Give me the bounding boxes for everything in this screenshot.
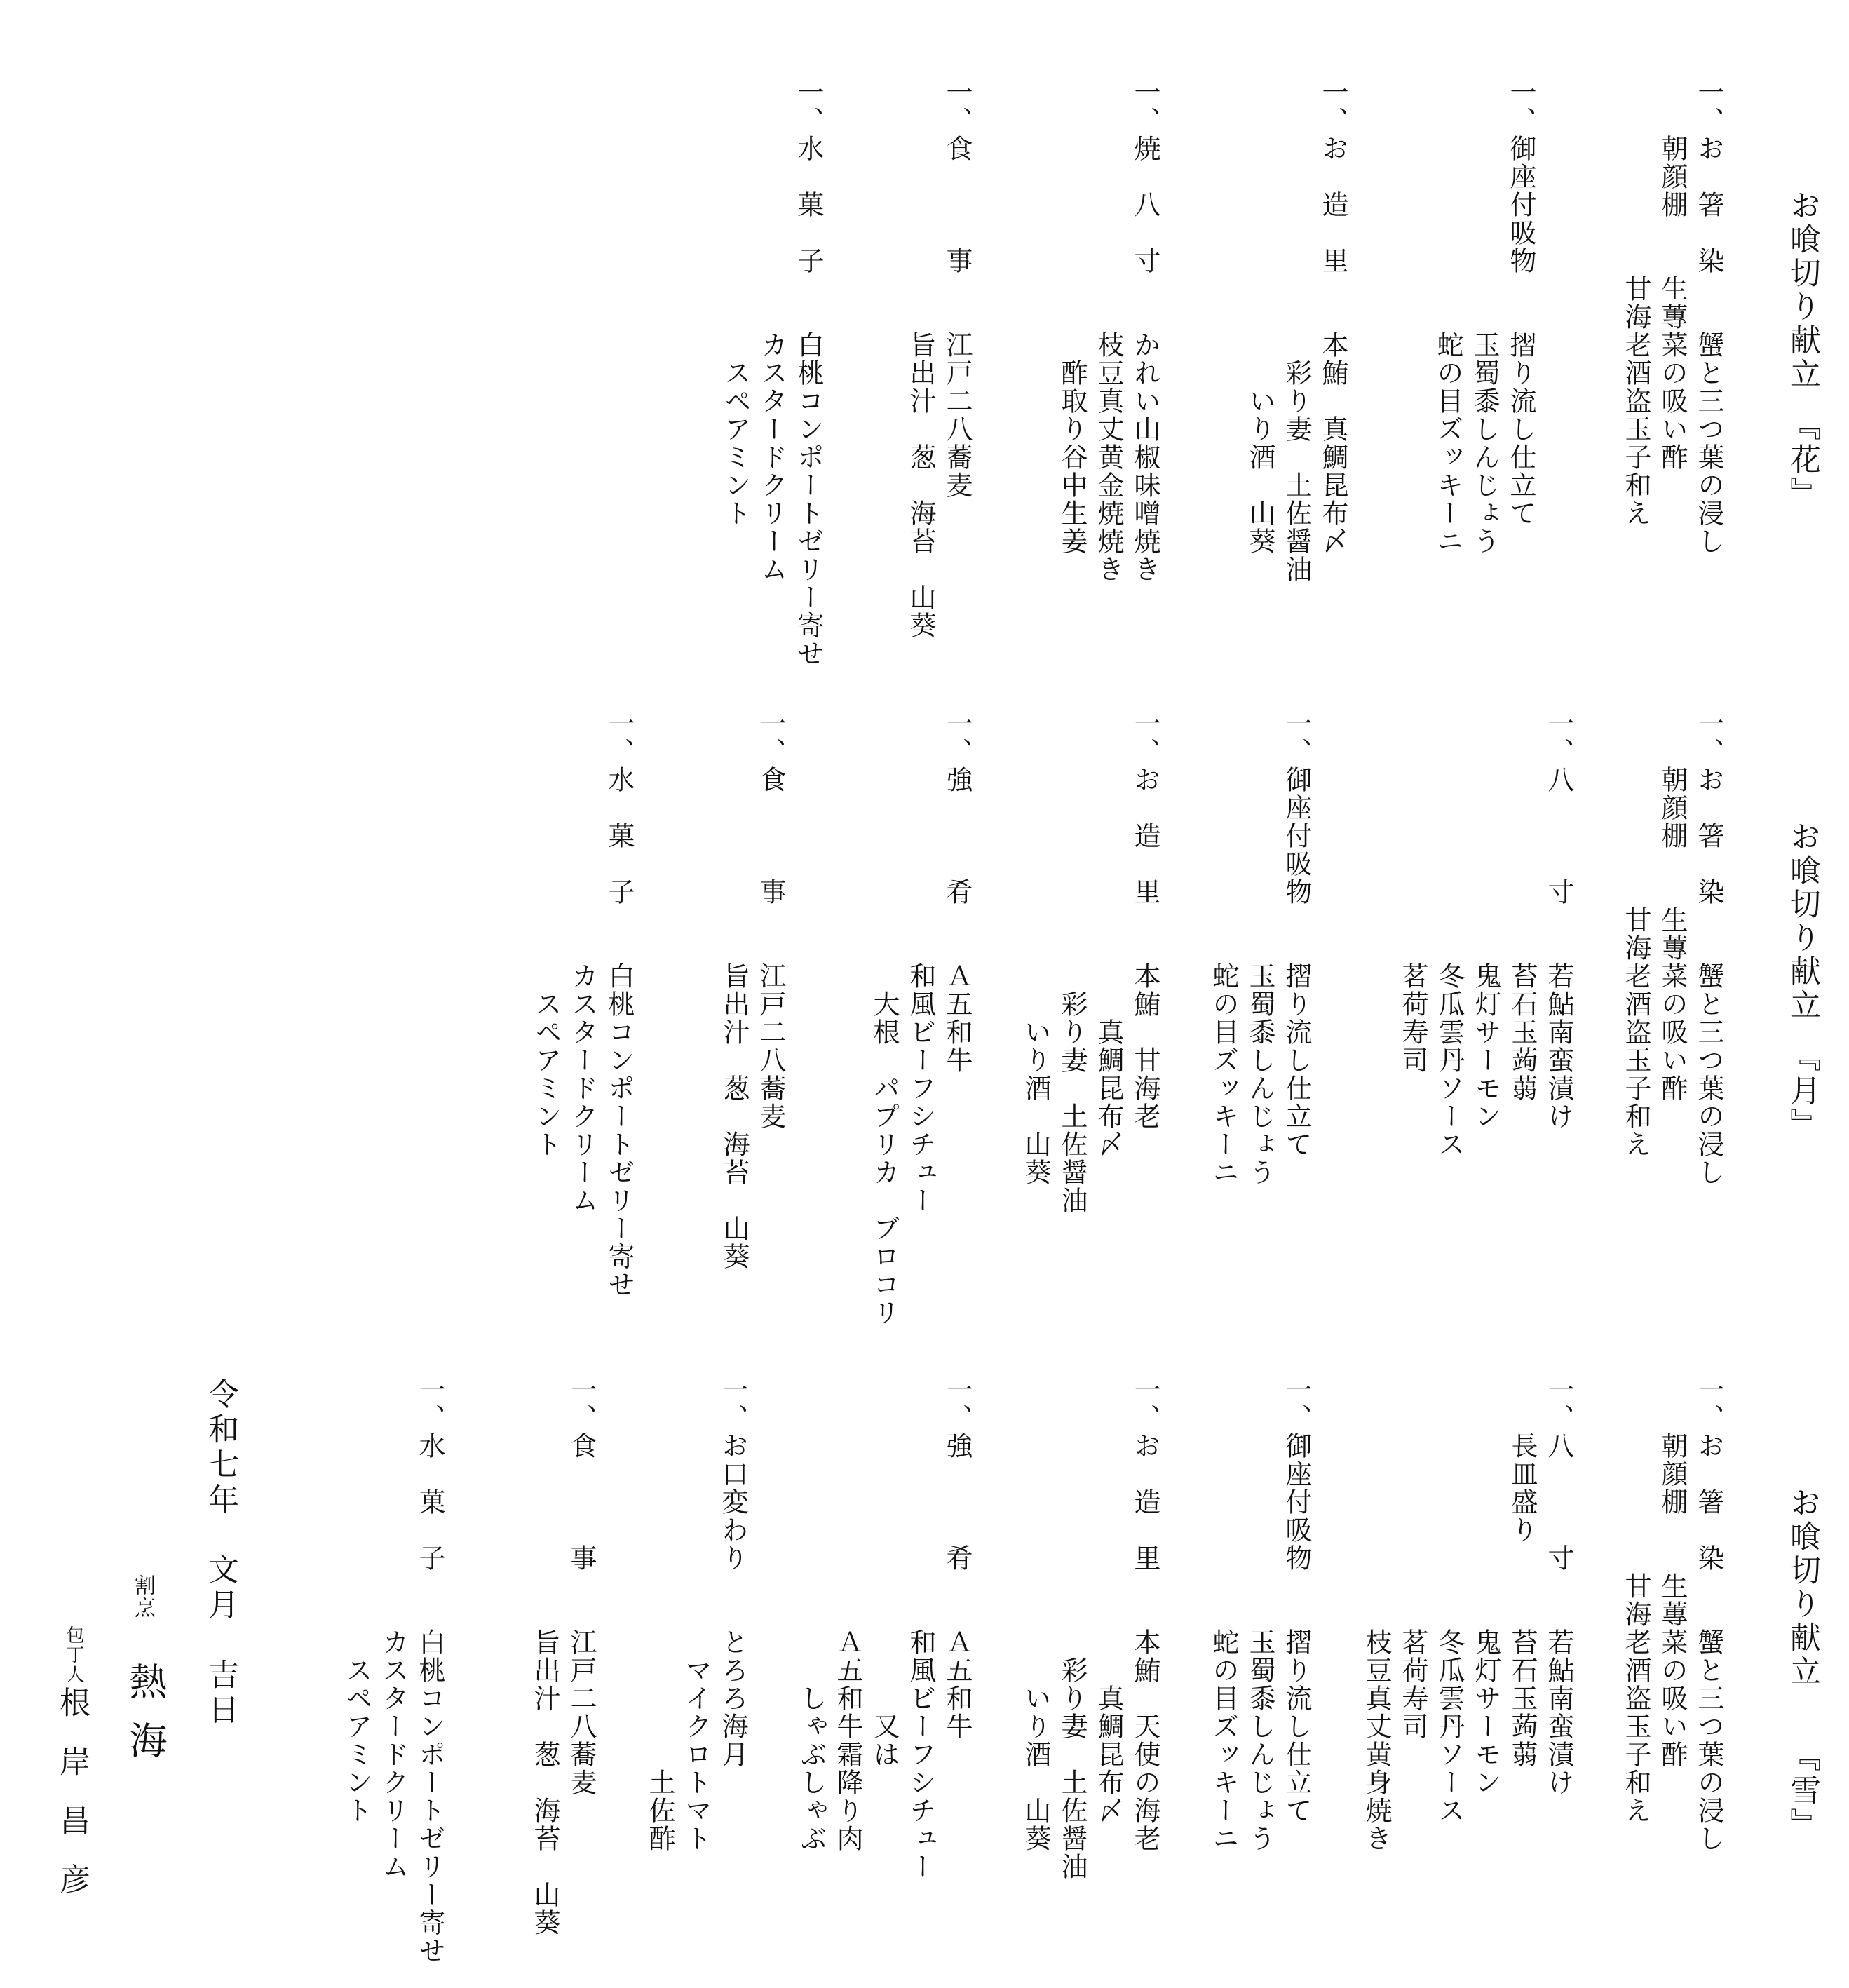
menu-line: 大根 パプリカ ブロコリ [869, 710, 900, 1327]
menu-line: 真鯛昆布〆 [1093, 710, 1124, 1158]
menu-title: お喰切り献立 『月』 [1784, 820, 1820, 1142]
menu-line: 茗荷寿司 [1397, 710, 1428, 1074]
menu-line: 一、お口変わり とろろ海月 [717, 1376, 748, 1769]
menu-line: 甘海老酒盗玉子和え [1620, 710, 1651, 1158]
menu-line: 枝豆真丈黄身焼き [1361, 1376, 1392, 1853]
menu-line: 土佐酢 [644, 1376, 675, 1853]
menu-line: Ａ五和牛霜降り肉 [832, 1376, 863, 1853]
menu-line: いり酒 山葵 [1020, 710, 1051, 1186]
menu-line: カスタードクリーム [378, 1376, 409, 1881]
menu-line: 一、水 菓 子 白桃コンポートゼリー寄せ [604, 710, 635, 1299]
menu-line: 一、御座付吸物 摺り流し仕立て [1281, 710, 1312, 1158]
menu-line: 一、八 寸 若鮎南蛮漬け [1543, 710, 1574, 1130]
menu-line: 一、水 菓 子 白桃コンポートゼリー寄せ [793, 79, 824, 668]
menu-line: 朝顔棚 生蓴菜の吸い酢 [1657, 710, 1688, 1102]
menu-line: 又は [869, 1376, 900, 1769]
menu-line: 蛇の目ズッキーニ [1433, 79, 1463, 555]
menu-line: 鬼灯サーモン [1470, 1376, 1501, 1797]
menu-line: 一、お 箸 染 蟹と三つ葉の浸し [1693, 1376, 1724, 1853]
menu-title: お喰切り献立 『雪』 [1784, 1487, 1820, 1841]
menu-line: 一、強 肴 Ａ五和牛 [942, 710, 973, 1074]
date-line: 令和七年 文月 吉日 [203, 1378, 238, 1729]
menu-line: 一、強 肴 Ａ五和牛 [942, 1376, 973, 1740]
menu-line: カスタードクリーム [757, 79, 787, 583]
menu-line: 冬瓜雲丹ソース [1434, 1376, 1465, 1825]
menu-line: 一、八 寸 若鮎南蛮漬け [1543, 1376, 1574, 1797]
menu-line: いり酒 山葵 [1245, 79, 1275, 555]
menu-line: 和風ビーフシチュー [905, 1376, 936, 1881]
menu-line: 旨出汁 葱 海苔 山葵 [905, 79, 936, 640]
menu-line: 玉蜀黍しんじょう [1469, 79, 1500, 555]
menu-line: 一、御座付吸物 摺り流し仕立て [1281, 1376, 1312, 1825]
menu-line: 旨出汁 葱 海苔 山葵 [719, 710, 750, 1271]
menu-line: いり酒 山葵 [1020, 1376, 1051, 1853]
chef-prefix: 包丁人 [63, 1625, 84, 1684]
menu-line: スペアミント [531, 710, 562, 1158]
menu-line: 一、食 事 江戸二八蕎麦 [755, 710, 786, 1130]
menu-line: 一、お 造 里 本鮪 甘海老 [1130, 710, 1160, 1130]
menu-line: 彩り妻 土佐醤油 [1057, 1376, 1088, 1881]
menu-line: 一、お 造 里 本鮪 天使の海老 [1130, 1376, 1160, 1853]
menu-line: 一、お 造 里 本鮪 真鯛昆布〆 [1318, 79, 1348, 555]
menu-line: 枝豆真丈黄金焼焼き [1093, 79, 1124, 583]
menu-line: 和風ビーフシチュー [905, 710, 936, 1215]
menu-line: 冬瓜雲丹ソース [1434, 710, 1465, 1158]
menu-line: スペアミント [341, 1376, 372, 1825]
menu-line: 朝顔棚 生蓴菜の吸い酢 [1657, 79, 1688, 471]
menu-line: 一、食 事 江戸二八蕎麦 [566, 1376, 597, 1797]
menu-line: 彩り妻 土佐醤油 [1281, 79, 1312, 583]
menu-line: 蛇の目ズッキーニ [1208, 1376, 1239, 1853]
menu-line: 一、お 箸 染 蟹と三つ葉の浸し [1693, 710, 1724, 1186]
menu-line: カスタードクリーム [567, 710, 598, 1215]
menu-line: 甘海老酒盗玉子和え [1620, 79, 1651, 527]
menu-line: 一、焼 八 寸 かれい山椒味噌焼き [1130, 79, 1160, 583]
menu-line: 真鯛昆布〆 [1093, 1376, 1124, 1825]
menu-line: 長皿盛り 苔石玉蒟蒻 [1507, 1376, 1538, 1769]
menu-line: 一、水 菓 子 白桃コンポートゼリー寄せ [414, 1376, 445, 1965]
menu-line: 彩り妻 土佐醤油 [1057, 710, 1088, 1215]
menu-line: 朝顔棚 生蓴菜の吸い酢 [1657, 1376, 1688, 1769]
menu-line: 酢取り谷中生姜 [1057, 79, 1088, 555]
menu-line: 一、食 事 江戸二八蕎麦 [942, 79, 973, 499]
store-prefix: 割烹 [130, 1574, 155, 1619]
menu-line: スペアミント [720, 79, 751, 527]
menu-line: 蛇の目ズッキーニ [1208, 710, 1239, 1186]
menu-line: しゃぶしゃぶ [796, 1376, 827, 1853]
menu-line: 玉蜀黍しんじょう [1245, 1376, 1275, 1853]
menu-line: 苔石玉蒟蒻 [1507, 710, 1538, 1102]
store-name: 熱海 [123, 1662, 168, 1780]
chef-name: 根岸昌彦 [54, 1686, 90, 1922]
menu-line: 玉蜀黍しんじょう [1245, 710, 1275, 1186]
menu-line: 旨出汁 葱 海苔 山葵 [529, 1376, 560, 1937]
menu-line: マイクロトマト [681, 1376, 712, 1853]
menu-line: 一、お 箸 染 蟹と三つ葉の浸し [1693, 79, 1724, 555]
menu-line: 甘海老酒盗玉子和え [1620, 1376, 1651, 1825]
menu-line: 茗荷寿司 [1397, 1376, 1428, 1740]
menu-title: お喰切り献立 『花』 [1784, 189, 1820, 510]
menu-line: 鬼灯サーモン [1470, 710, 1501, 1130]
menu-line: 一、御座付吸物 摺り流し仕立て [1505, 79, 1536, 527]
